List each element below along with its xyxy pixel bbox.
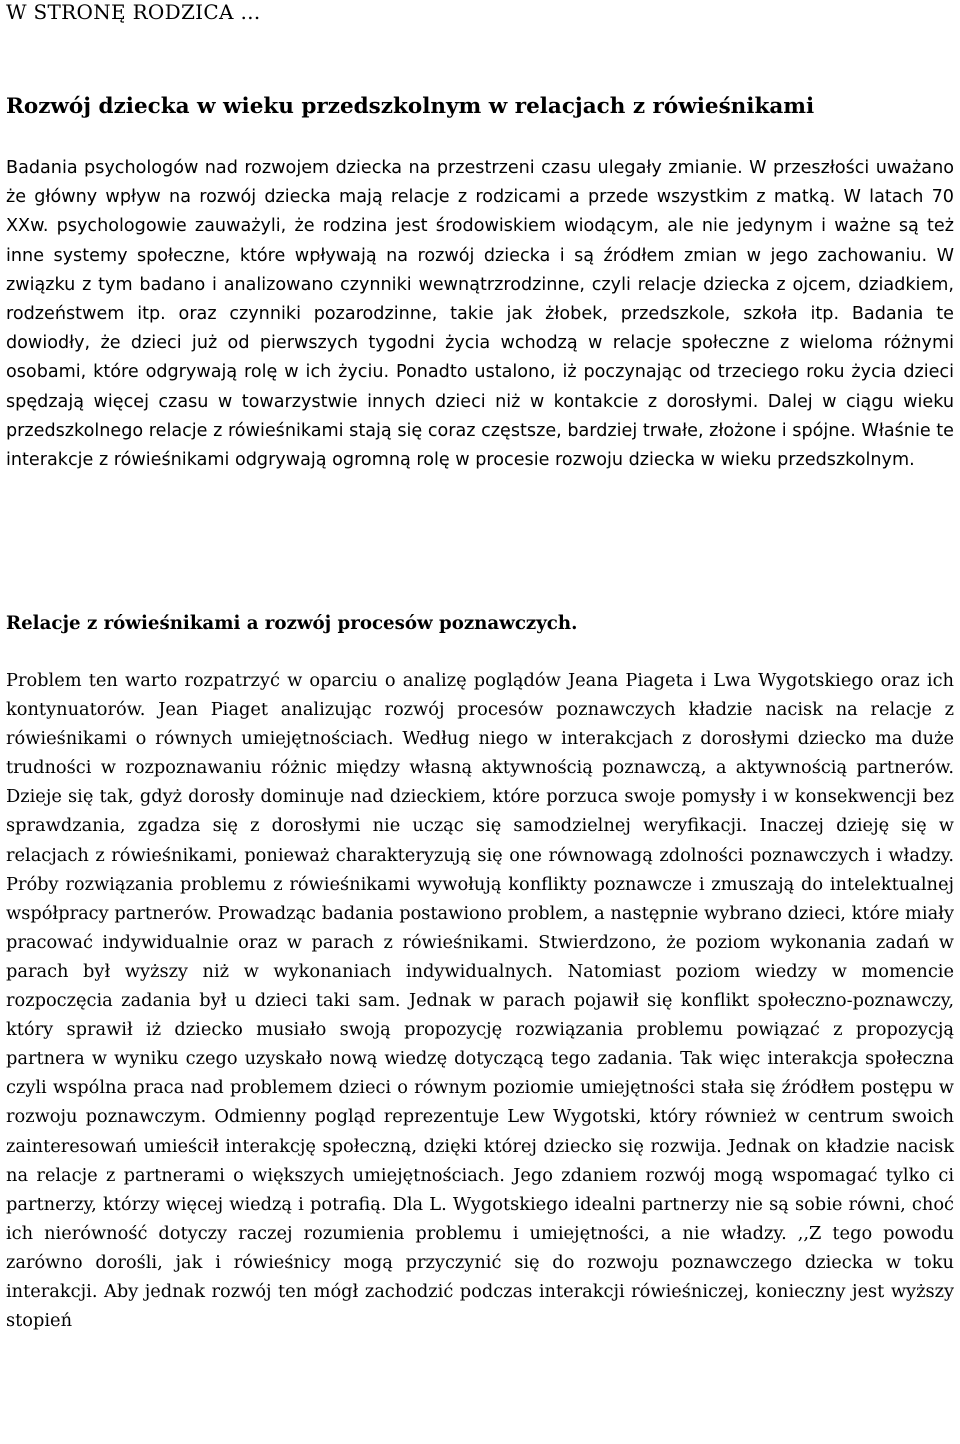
document-page	[6, 0, 954, 1332]
section-heading: Relacje z rówieśnikami a rozwój procesów poznawczych.	[6, 613, 578, 634]
body-paragraph-cognitive: Problem ten warto rozpatrzyć w oparciu o analizę poglądów Jeana Piageta i Lwa Wygotskiego oraz ich kontynuatorów. Jean Piaget analizując rozwój procesów poznawczych kładzie nacisk na relacje z rówieśnikami o równych umiejętnościach. Według niego w interakcjach z dorosłymi dziecko ma duże trudności w rozpoznawaniu różnic między własną aktywnością poznawczą, a aktywnością partnerów. Dzieje się tak, gdyż dorosły dominuje nad dzieckiem, które porzuca swoje pomysły i w konsekwencji bez sprawdzania, zgadza się z dorosłymi nie ucząc się samodzielnej weryfikacji. Inaczej dzieję się w relacjach z rówieśnikami, ponieważ charakteryzują się one równowagą zdolności poznawczych i władzy. Próby rozwiązania problemu z rówieśnikami wywołują konflikty poznawcze i zmuszają do intelektualnej współpracy partnerów. Prowadząc badania postawiono problem, a następnie wybrano dzieci, które miały pracować indywidualnie oraz w parach z rówieśnikami. Stwierdzono, że poziom wykonania zadań w parach był wyższy niż w wykonaniach indywidualnych. Natomiast poziom wiedzy w momencie rozpoczęcia zadania był u dzieci taki sam. Jednak w parach pojawił się konflikt społeczno-poznawczy, który sprawił iż dziecko musiało swoją propozycję rozwiązania problemu powiązać z propozycją partnera w wyniku czego uzyskało nową wiedzę dotyczącą tego zadania. Tak więc interakcja społeczna czyli wspólna praca nad problemem dzieci o równym poziomie umiejętności stała się źródłem postępu w rozwoju poznawczym. Odmienny pogląd reprezentuje Lew Wygotski, który również w centrum swoich zainteresowań umieścił interakcję społeczną, dzięki której dziecko się rozwija. Jednak on kładzie nacisk na relacje z partnerami o większych umiejętnościach. Jego zdaniem rozwój mogą wspomagać tylko ci partnerzy, którzy więcej wiedzą i potrafią. Dla L. Wygotskiego idealni partnerzy nie są sobie równi, choć ich nierówność dotyczy raczej rozumienia problemu i umiejętności, a nie władzy. ,,Z tego powodu zarówno dorośli, jak i rówieśnicy mogą przyczynić się do rozwoju poznawczego dziecka w toku interakcji. Aby jednak rozwój ten mógł zachodzić podczas interakcji rówieśniczej, konieczny jest wyższy stopień	[6, 670, 954, 1332]
body-paragraph-intro: Badania psychologów nad rozwojem dziecka na przestrzeni czasu ulegały zmianie. W przeszłości uważano że główny wpływ na rozwój dziecka mają relacje z rodzicami a przede wszystkim z matką. W latach 70 XXw. psychologowie zauważyli, że rodzina jest środowiskiem wiodącym, ale nie jedynym i ważne są też inne systemy społeczne, które wpływają na rozwój dziecka i są źródłem zmian w jego zachowaniu. W związku z tym badano i analizowano czynniki wewnątrzrodzinne, czyli relacje dziecka z ojcem, dziadkiem, rodzeństwem itp. oraz czynniki pozarodzinne, takie jak żłobek, przedszkole, szkoła itp. Badania te dowiodły, że dzieci już od pierwszych tygodni życia wchodzą w relacje społeczne z wieloma różnymi osobami, które odgrywają rolę w ich życiu. Ponadto ustalono, iż poczynając od trzeciego roku życia dzieci spędzają więcej czasu w towarzystwie innych dzieci niż w kontakcie z dorosłymi. Dalej w ciągu wieku przedszkolnego relacje z rówieśnikami stają się coraz częstsze, bardziej trwałe, złożone i spójne. Właśnie te interakcje z rówieśnikami odgrywają ogromną rolę w procesie rozwoju dziecka w wieku przedszkolnym.	[6, 158, 954, 471]
running-header: W STRONĘ RODZICA …	[6, 0, 261, 24]
article-title: Rozwój dziecka w wieku przedszkolnym w relacjach z rówieśnikami	[6, 94, 815, 119]
